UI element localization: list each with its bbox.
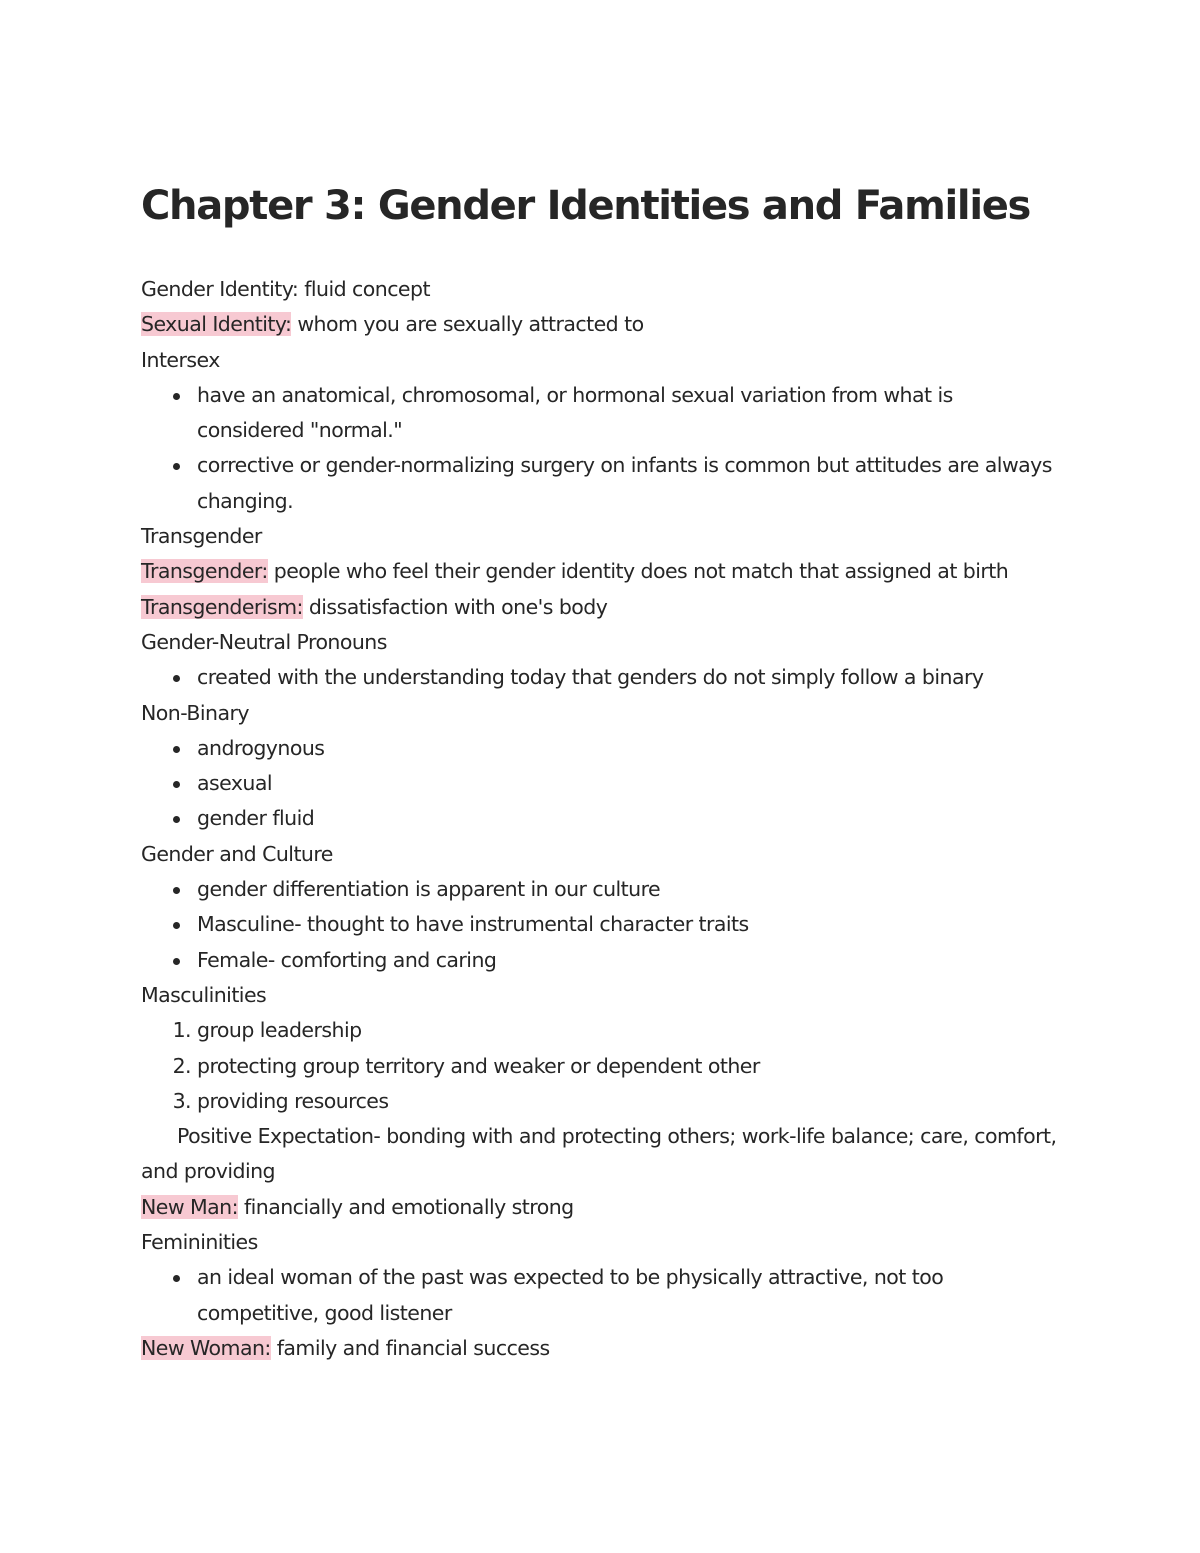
highlighted-term: New Man:: [141, 1194, 238, 1219]
masculinities-heading: Masculinities: [141, 982, 267, 1007]
list-item: gender fluid: [197, 801, 1061, 836]
list-item: 1. group leadership: [197, 1013, 1061, 1048]
list-item: asexual: [197, 766, 1061, 801]
pronouns-heading: Gender-Neutral Pronouns: [141, 629, 387, 654]
notes-body: [141, 272, 1061, 1366]
list-item: an ideal woman of the past was expected to be physically attractive, not too competitive, good listener: [197, 1260, 1061, 1331]
positive-expectation-line: Positive Expectation- bonding with and protecting others; work-life balance; care, comfort, and providing: [141, 1124, 1057, 1184]
new-man-line: [141, 1190, 1061, 1225]
non-binary-list: [141, 731, 1061, 837]
term-definition: dissatisfaction with one's body: [302, 594, 608, 619]
list-item: created with the understanding today that genders do not simply follow a binary: [197, 660, 1061, 695]
pronouns-list: [141, 660, 1061, 695]
gender-identity-line: Gender Identity: fluid concept: [141, 277, 430, 301]
highlighted-term: Sexual Identity:: [141, 312, 292, 337]
non-binary-heading: Non-Binary: [141, 700, 249, 725]
intersex-heading: Intersex: [141, 347, 220, 372]
highlighted-term: New Woman:: [141, 1335, 271, 1360]
femininities-heading: Femininities: [141, 1230, 258, 1255]
masculinities-list: [141, 1013, 1061, 1119]
list-item: Female- comforting and caring: [197, 943, 1061, 978]
sexual-identity-line: [141, 307, 1061, 342]
transgenderism-definition-line: [141, 590, 1061, 625]
highlighted-term: Transgender:: [141, 559, 268, 584]
list-item: 3. providing resources: [197, 1084, 1061, 1119]
femininities-list: [141, 1260, 1061, 1331]
culture-heading: Gender and Culture: [141, 841, 333, 866]
highlighted-term: Transgenderism:: [141, 594, 303, 619]
list-item: androgynous: [197, 731, 1061, 766]
culture-list: [141, 872, 1061, 978]
transgender-heading: Transgender: [141, 524, 262, 549]
list-item: corrective or gender-normalizing surgery on infants is common but attitudes are always changing.: [197, 448, 1061, 519]
list-item: gender differentiation is apparent in our culture: [197, 872, 1061, 907]
term-definition: family and financial success: [270, 1335, 550, 1360]
intersex-list: [141, 378, 1061, 519]
term-definition: whom you are sexually attracted to: [291, 312, 644, 337]
transgender-definition-line: [141, 554, 1061, 589]
term-definition: people who feel their gender identity does not match that assigned at birth: [267, 559, 1009, 584]
page-title: Chapter 3: Gender Identities and Families: [141, 183, 1031, 229]
term-definition: financially and emotionally strong: [237, 1194, 574, 1219]
list-item: 2. protecting group territory and weaker or dependent other: [197, 1049, 1061, 1084]
new-woman-line: [141, 1331, 1061, 1366]
list-item: Masculine- thought to have instrumental character traits: [197, 907, 1061, 942]
document-page: [141, 176, 1061, 1366]
list-item: have an anatomical, chromosomal, or hormonal sexual variation from what is considered "normal.": [197, 378, 1061, 449]
